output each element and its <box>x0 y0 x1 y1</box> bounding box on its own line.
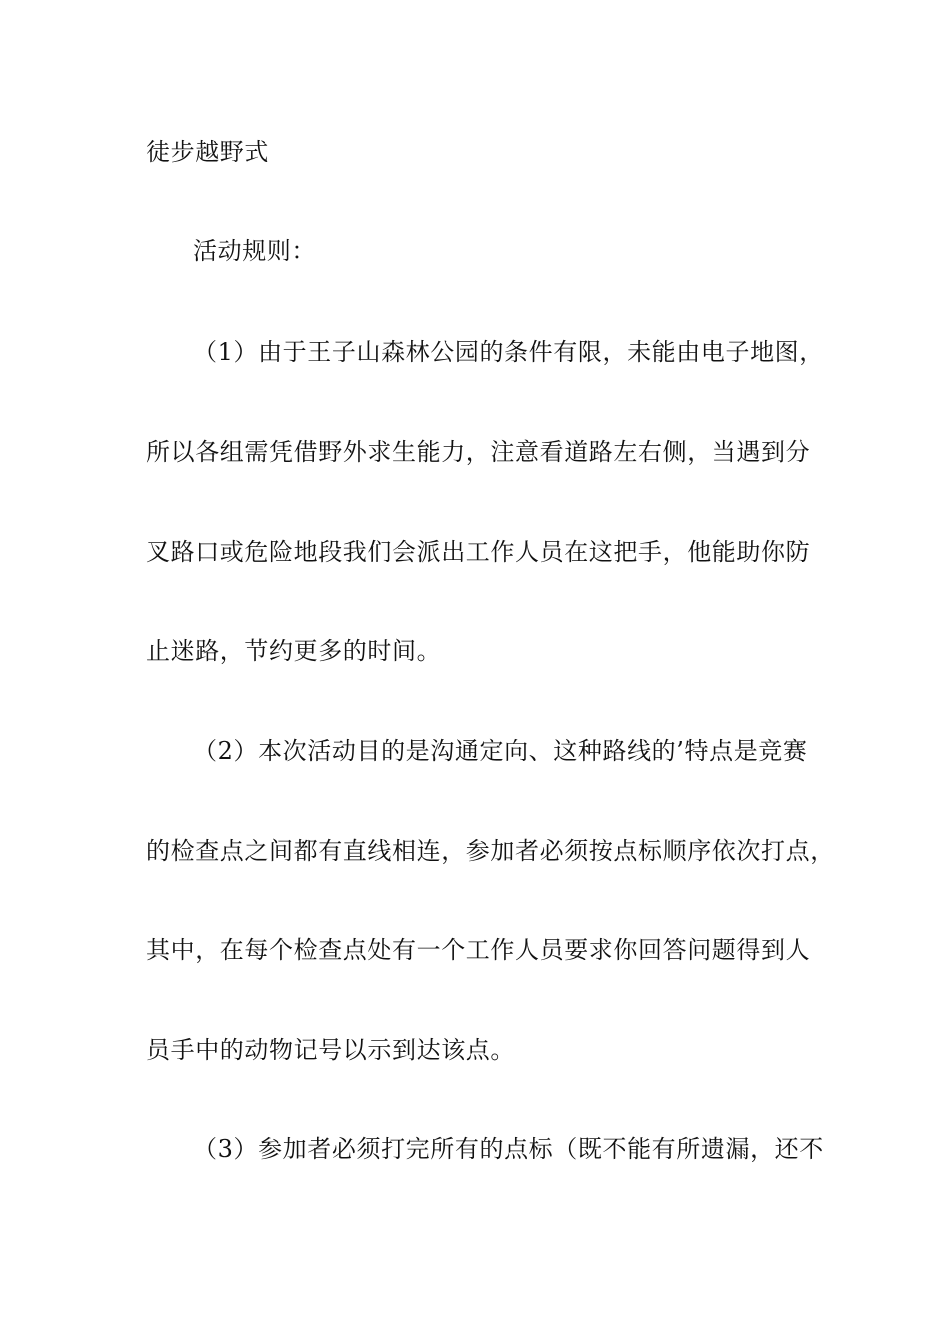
rule-1-line-3: 叉路口或危险地段我们会派出工作人员在这把手，他能助你防 <box>146 538 811 566</box>
rule-1-line-4: 止迷路，节约更多的时间。 <box>146 637 442 665</box>
rule-3-line-1: （3）参加者必须打完所有的点标（既不能有所遗漏，还不 <box>193 1135 824 1163</box>
rules-label: 活动规则： <box>193 237 316 265</box>
rule-2-line-2: 的检查点之间都有直线相连，参加者必须按点标顺序依次打点， <box>146 837 835 865</box>
rule-1-line-1: （1）由于王子山森林公园的条件有限，未能由电子地图， <box>193 338 824 366</box>
rule-2-line-3: 其中，在每个检查点处有一个工作人员要求你回答问题得到人 <box>146 936 811 964</box>
rule-2-line-4: 员手中的动物记号以示到达该点。 <box>146 1036 515 1064</box>
rule-2-line-1: （2）本次活动目的是沟通定向、这种路线的’特点是竞赛 <box>193 737 808 765</box>
document-heading: 徒步越野式 <box>146 138 269 166</box>
rule-1-line-2: 所以各组需凭借野外求生能力，注意看道路左右侧，当遇到分 <box>146 438 811 466</box>
